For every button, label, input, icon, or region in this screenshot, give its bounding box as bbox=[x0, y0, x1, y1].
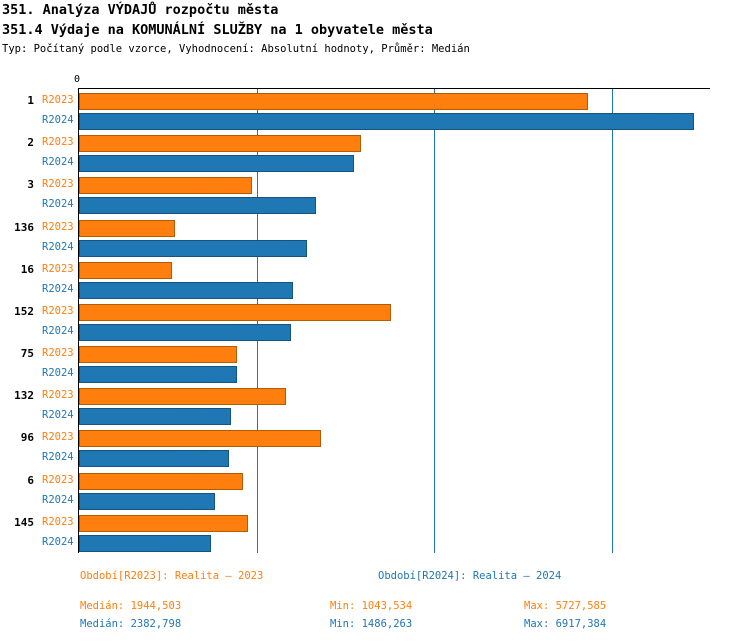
row-label-r2023: R2023 bbox=[42, 304, 74, 317]
chart-group bbox=[79, 384, 710, 426]
chart-config-text: Typ: Počítaný podle vzorce, Vyhodnocení: Absolutní hodnoty, Průměr: Medián bbox=[2, 43, 470, 55]
bar-value-label: 2382,798 bbox=[236, 325, 287, 338]
chart-group bbox=[79, 131, 710, 173]
chart-group bbox=[79, 469, 710, 511]
group-index-label: 136 bbox=[14, 220, 34, 234]
bar-value-label: 6917,384 bbox=[639, 115, 690, 127]
group-index-label: 145 bbox=[14, 515, 34, 529]
bar-value-label: 3172,21 bbox=[312, 137, 358, 150]
bar-value-label: 1704,986 bbox=[176, 410, 227, 423]
page-title: 351. Analýza VÝDAJŮ rozpočtu města bbox=[2, 2, 279, 18]
row-label-r2024: R2024 bbox=[42, 240, 74, 253]
row-label-r2023: R2023 bbox=[42, 94, 74, 106]
legend-item-r2023: Období[R2023]: Realita – 2023 bbox=[80, 570, 264, 582]
chart-group bbox=[79, 173, 710, 215]
bar-value-label: 2570,357 bbox=[253, 241, 304, 254]
row-label-r2023: R2023 bbox=[42, 431, 74, 444]
stat-median-2023: Medián: 1944,503 bbox=[80, 600, 182, 612]
group-index-label: 16 bbox=[20, 262, 34, 276]
chart-group bbox=[79, 342, 710, 384]
bar-value-label: 3513,678 bbox=[336, 305, 388, 318]
row-label-r2023: R2023 bbox=[42, 178, 74, 191]
chart-group bbox=[79, 89, 710, 131]
stat-min-2023: Min: 1043,534 bbox=[330, 600, 413, 612]
bar-value-label: 1842,538 bbox=[188, 474, 239, 487]
bar-value-label: 1944,503 bbox=[197, 179, 248, 192]
chart-group bbox=[79, 511, 710, 553]
row-label-r2023: R2023 bbox=[42, 347, 74, 360]
row-label-r2023: R2023 bbox=[42, 262, 74, 275]
row-label-r2023: R2023 bbox=[42, 220, 74, 233]
row-label-r2024: R2024 bbox=[42, 535, 74, 548]
row-label-r2024: R2024 bbox=[42, 367, 74, 380]
row-label-r2024: R2024 bbox=[42, 114, 74, 126]
bar-value-label: 2324,285 bbox=[231, 390, 282, 403]
group-index-label: 6 bbox=[27, 473, 34, 487]
stat-min-2024: Min: 1486,263 bbox=[330, 618, 413, 630]
bar-value-label: 3095,315 bbox=[299, 157, 351, 170]
row-label-r2023: R2023 bbox=[42, 389, 74, 402]
bar-value-label: 1899,592 bbox=[193, 516, 244, 529]
stat-max-2023: Max: 5727,585 bbox=[524, 600, 607, 612]
bar-value-label: 1527,265 bbox=[160, 494, 211, 507]
stat-median-2024: Medián: 2382,798 bbox=[80, 618, 182, 630]
plot-area bbox=[78, 88, 710, 553]
row-label-r2024: R2024 bbox=[42, 493, 74, 506]
group-index-label: 96 bbox=[20, 431, 34, 445]
row-label-r2024: R2024 bbox=[42, 282, 74, 295]
row-label-r2024: R2024 bbox=[42, 409, 74, 422]
page-subtitle-indicator: 351.4 Výdaje na KOMUNÁLNÍ SLUŽBY na 1 obyvatele města bbox=[2, 22, 433, 38]
row-label-r2024: R2024 bbox=[42, 198, 74, 211]
chart-group bbox=[79, 300, 710, 342]
bar-r2024-1[interactable] bbox=[79, 113, 694, 130]
bar-value-label: 1075,463 bbox=[120, 221, 171, 234]
chart-group bbox=[79, 216, 710, 258]
group-index-label: 3 bbox=[27, 178, 34, 192]
bar-r2023-1[interactable] bbox=[79, 93, 588, 110]
bar-value-label: 2724,475 bbox=[266, 432, 318, 445]
group-index-label: 2 bbox=[27, 136, 34, 150]
group-index-label: 75 bbox=[20, 347, 34, 361]
bar-value-label: 1486,263 bbox=[156, 536, 208, 549]
bar-value-label: 1773,79 bbox=[188, 348, 233, 361]
group-index-label: 132 bbox=[14, 389, 34, 403]
bar-value-label: 2409,795 bbox=[238, 283, 290, 296]
axis-zero-label: 0 bbox=[74, 74, 81, 85]
row-label-r2024: R2024 bbox=[42, 156, 74, 169]
row-label-r2023: R2023 bbox=[42, 473, 74, 486]
row-label-r2024: R2024 bbox=[42, 451, 74, 464]
bar-value-label: 1781,564 bbox=[182, 368, 234, 381]
row-label-r2023: R2023 bbox=[42, 515, 74, 528]
bar-value-label: 5727,585 bbox=[533, 95, 585, 107]
row-label-r2023: R2023 bbox=[42, 136, 74, 149]
stat-max-2024: Max: 6917,384 bbox=[524, 618, 607, 630]
bar-value-label: 1683,449 bbox=[174, 452, 225, 465]
bar-value-label: 1043,534 bbox=[117, 263, 168, 276]
chart-group bbox=[79, 258, 710, 300]
chart-group bbox=[79, 426, 710, 468]
legend-item-r2024: Období[R2024]: Realita – 2024 bbox=[378, 570, 562, 582]
bar-value-label: 2667,187 bbox=[261, 199, 313, 212]
group-index-label: 152 bbox=[14, 304, 34, 318]
row-label-r2024: R2024 bbox=[42, 324, 74, 337]
group-index-label: 1 bbox=[27, 94, 34, 107]
